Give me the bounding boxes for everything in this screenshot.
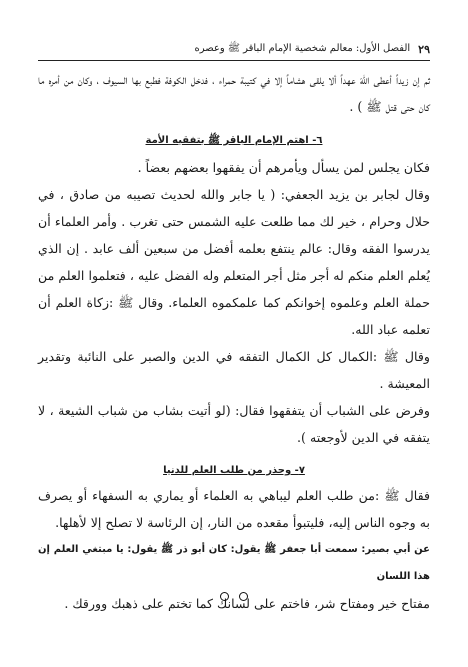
ring-ornament-icon: [220, 592, 229, 601]
ring-ornament-icon: [239, 592, 248, 601]
running-title: الفصل الأول: معالم شخصية الإمام الباقر ﷺ وعصره: [194, 43, 411, 54]
paragraph-intro: ثم إن زيداً أعطى اللهَ عهداً ألا يلقى هشاماً إلا في كتيبة حمراء ، فدخل الكوفة فطبع بها السيوف ، وكان من أمره ما كان حتى قتل ﷺ ) .: [38, 72, 430, 114]
paragraph: وقال لجابر بن يزيد الجعفي: ( يا جابر والله لحديث تصيبه من صادق ، في حلال وحرام ، خير لك مما طلعت عليه الشمس حتى تغرب . وأمر العلماء أن يدرسوا الفقه وقال: عالم ينتفع بعلمه أفضل من سبعين ألف عابد . إن الذي يُعلم العلم منكم له أجر مثل أجر المتعلم وله الفضل عليه ، فتعلموا العلم من حملة العلم وعلموه إخوانكم كما علمكموه العلماء. وقال ﷺ :زكاة العلم أن تعلمه عباد الله.: [38, 187, 430, 337]
end-ornament: [0, 586, 468, 605]
section-7-heading: ٧- وحذر من طلب العلم للدنيا: [163, 465, 305, 476]
paragraph: مفتاح خير ومفتاح شر، فاختم على لسانك كما تختم على ذهبك وورقك .: [64, 596, 430, 611]
paragraph: وقال ﷺ :الكمال كل الكمال التفقه في الدين والصبر على النائبة وتقدير المعيشة .: [38, 349, 430, 391]
paragraph-bold-narration: عن أبي بصير: سمعت أبا جعفر ﷺ يقول: كان أبو ذر ﷺ يقول: يا مبتغي العلم إن هذا اللسان: [38, 544, 430, 582]
paragraph: فكان يجلس لمن يسأل ويأمرهم أن يفقهوا بعضهم بعضاً .: [137, 160, 430, 175]
running-header: [38, 40, 430, 58]
section-6-heading: ٦- اهتم الإمام الباقر ﷺ بتفقيه الأمة: [145, 135, 323, 146]
header-divider: [38, 60, 430, 61]
paragraph: وفرض على الشباب أن يتفقهوا فقال: (لو أتيت بشاب من شباب الشيعة ، لا يتفقه في الدين لأوجعته ).: [38, 403, 430, 445]
page-body: [38, 66, 430, 617]
paragraph: فقال ﷺ :من طلب العلم ليباهي به العلماء أو يماري به السفهاء أو يصرف به وجوه الناس إليه، فليتبوأ مقعده من النار، إن الرئاسة لا تصلح إلا لأهلها.: [38, 488, 430, 530]
page-number: ٢٩: [418, 42, 430, 56]
